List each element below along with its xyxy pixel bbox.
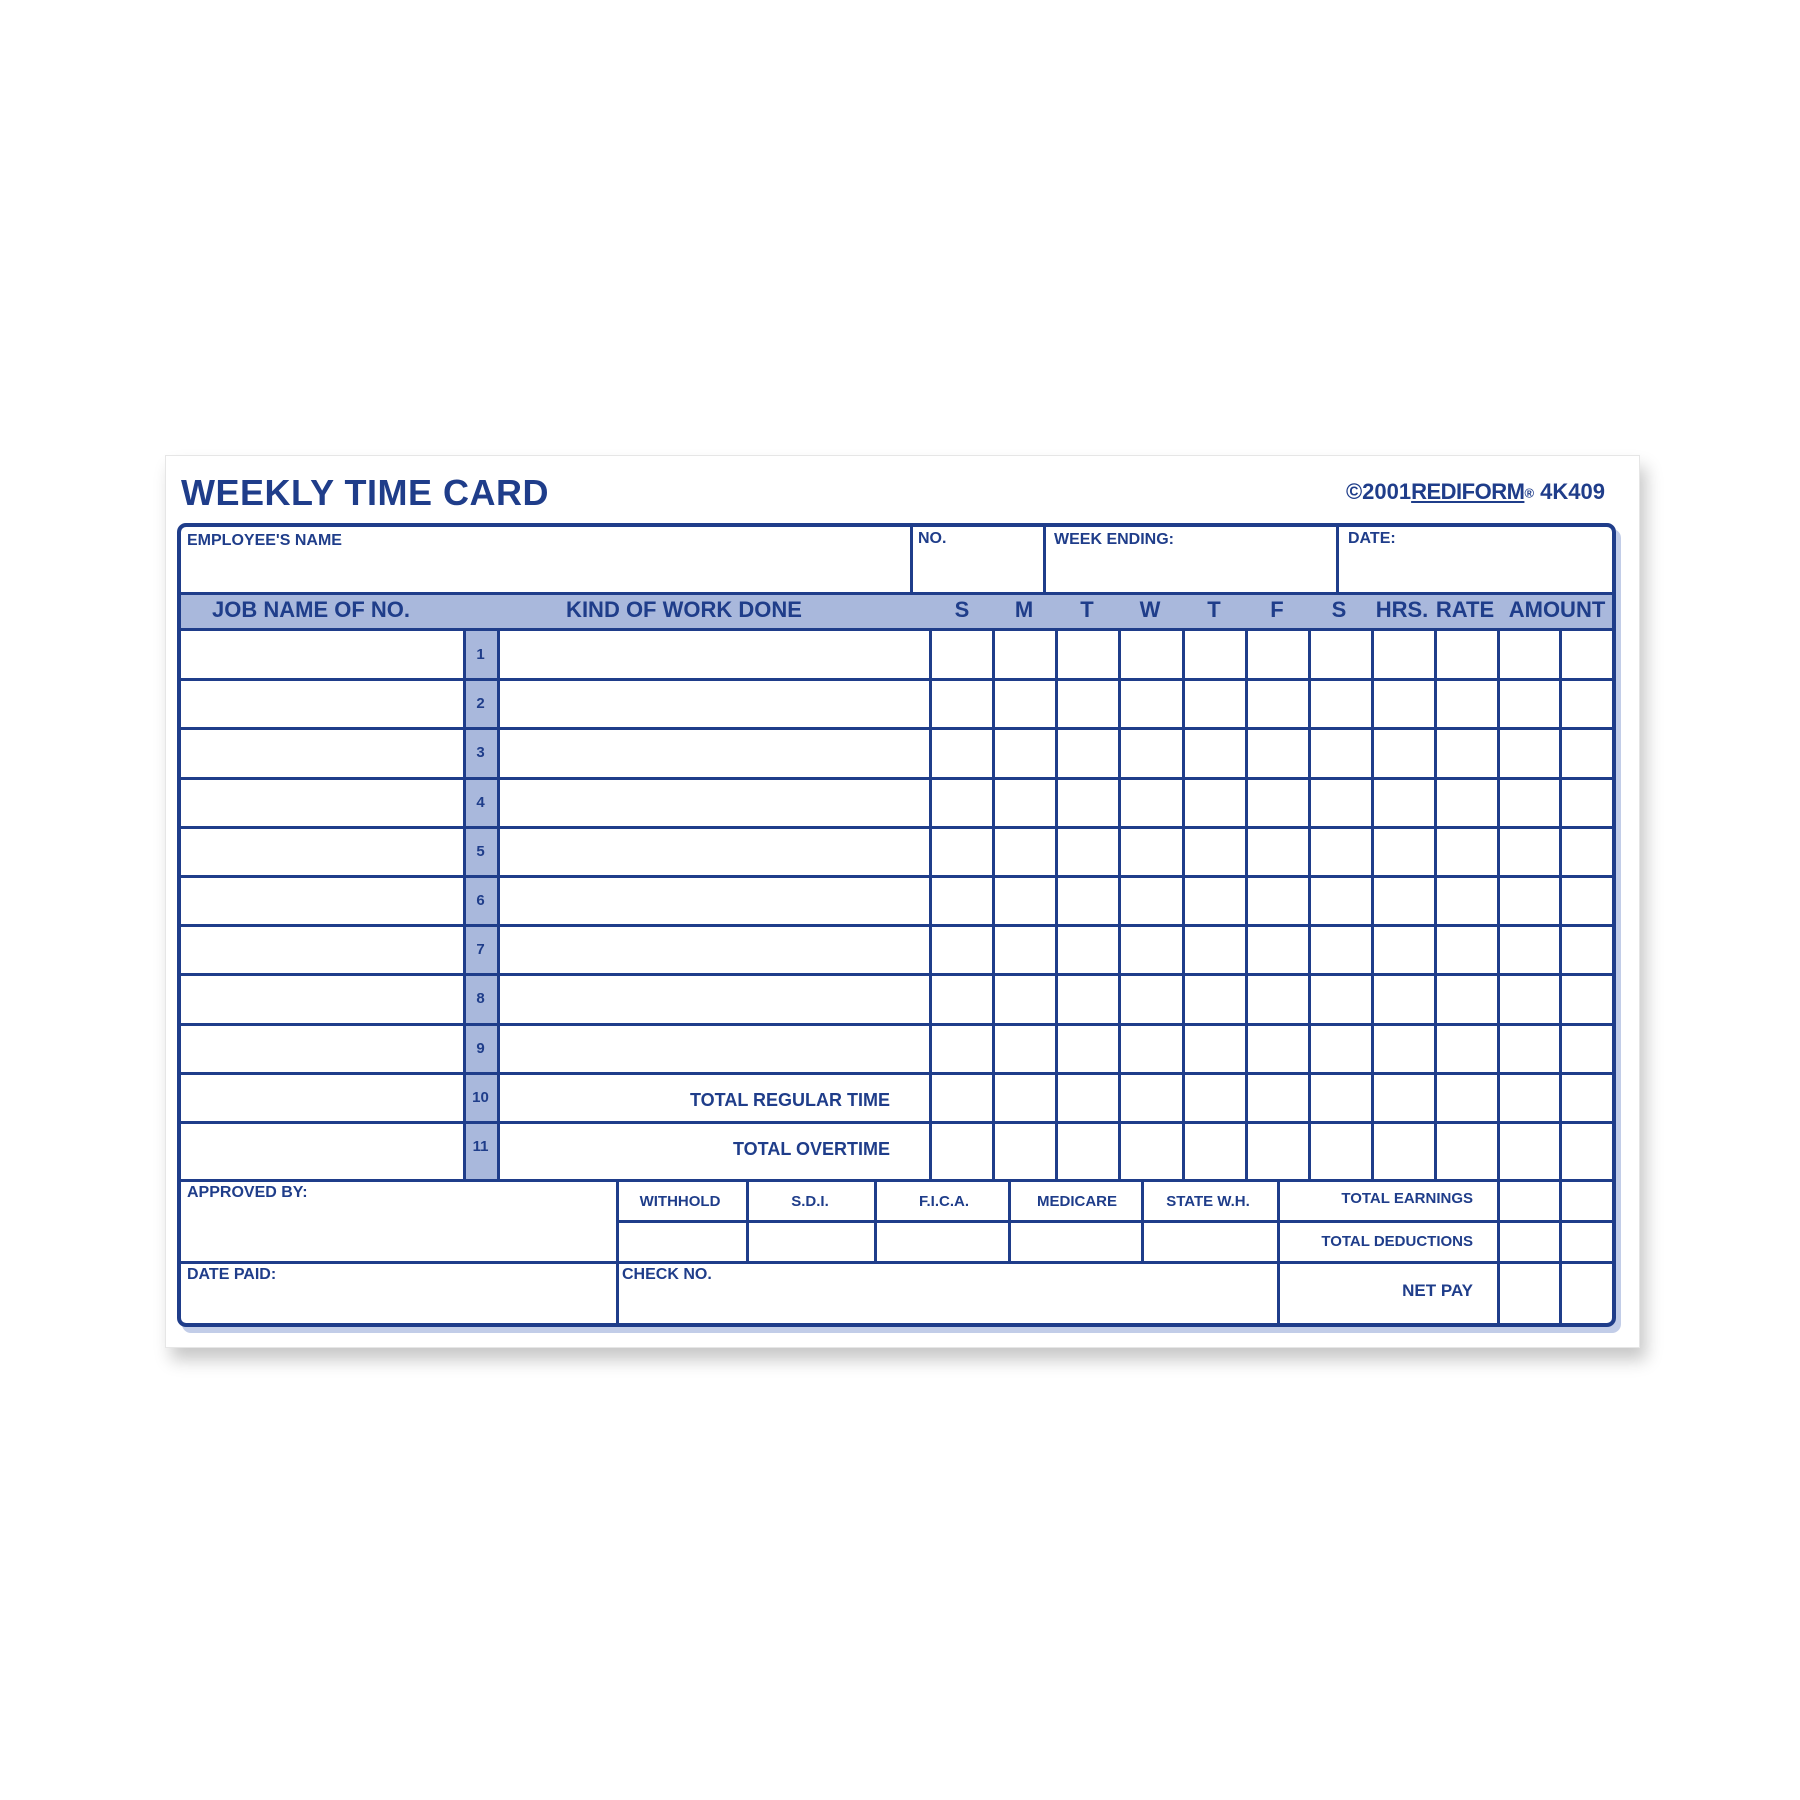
tue-cell[interactable] <box>1058 878 1117 925</box>
tue-cell[interactable] <box>1058 1124 1117 1179</box>
state-wh-label: STATE W.H. <box>1166 1193 1250 1210</box>
job-name-cell[interactable] <box>184 1124 462 1179</box>
tue-cell[interactable] <box>1058 1075 1117 1122</box>
mon-cell[interactable] <box>995 976 1054 1024</box>
fri-cell[interactable] <box>1248 681 1307 728</box>
copyright-text: ©2001 <box>1345 479 1412 504</box>
tue-cell[interactable] <box>1058 829 1117 876</box>
fri-cell[interactable] <box>1248 632 1307 679</box>
thu-cell[interactable] <box>1185 976 1244 1024</box>
sun-cell[interactable] <box>932 780 991 827</box>
work-done-cell[interactable] <box>500 780 928 827</box>
row-number: 6 <box>476 892 485 909</box>
wed-cell[interactable] <box>1121 632 1181 679</box>
row-number: 4 <box>476 794 485 811</box>
amount-dollars-cell[interactable] <box>1500 730 1558 778</box>
sat-cell[interactable] <box>1311 681 1370 728</box>
job-name-cell[interactable] <box>184 681 462 728</box>
hrs-cell[interactable] <box>1374 878 1433 925</box>
mon-cell[interactable] <box>995 780 1054 827</box>
work-done-cell[interactable] <box>500 878 928 925</box>
row-number: 5 <box>476 843 485 860</box>
mon-cell[interactable] <box>995 1026 1054 1073</box>
wed-cell[interactable] <box>1121 1075 1181 1122</box>
day-header-monday: M <box>1014 597 1034 622</box>
day-header-thursday: T <box>1207 597 1221 622</box>
fri-cell[interactable] <box>1248 878 1307 925</box>
rate-cell[interactable] <box>1437 730 1496 778</box>
fri-cell[interactable] <box>1248 1075 1307 1122</box>
wed-cell[interactable] <box>1121 976 1181 1024</box>
hrs-cell[interactable] <box>1374 632 1433 679</box>
rate-cell[interactable] <box>1437 681 1496 728</box>
tue-cell[interactable] <box>1058 1026 1117 1073</box>
rate-cell[interactable] <box>1437 878 1496 925</box>
footer-rule <box>1277 1261 1280 1327</box>
hrs-cell[interactable] <box>1374 1075 1433 1122</box>
form-number: 4K409 <box>1540 479 1605 504</box>
total-regular-time-label: TOTAL REGULAR TIME <box>690 1090 890 1110</box>
approved-by-field[interactable] <box>183 1207 614 1259</box>
net-pay-label: NET PAY <box>1402 1281 1473 1300</box>
sun-cell[interactable] <box>932 878 991 925</box>
sdi-label: S.D.I. <box>791 1193 829 1210</box>
sat-cell[interactable] <box>1311 1075 1370 1122</box>
total-deductions-cents-field[interactable] <box>1562 1224 1610 1260</box>
hrs-cell[interactable] <box>1374 1026 1433 1073</box>
employee-name-field[interactable] <box>183 549 908 591</box>
rate-cell[interactable] <box>1437 780 1496 827</box>
thu-cell[interactable] <box>1185 927 1244 974</box>
sun-cell[interactable] <box>932 681 991 728</box>
approved-by-label: APPROVED BY: <box>187 1184 308 1201</box>
amount-dollars-cell[interactable] <box>1500 829 1558 876</box>
thu-cell[interactable] <box>1185 730 1244 778</box>
row-number: 11 <box>472 1138 489 1155</box>
work-done-cell[interactable] <box>500 730 928 778</box>
row-number: 2 <box>476 695 485 712</box>
hrs-cell[interactable] <box>1374 976 1433 1024</box>
day-header-friday: F <box>1270 597 1284 622</box>
amount-dollars-cell[interactable] <box>1500 1075 1558 1122</box>
date-label: DATE: <box>1348 530 1396 547</box>
rate-cell[interactable] <box>1437 1075 1496 1122</box>
hrs-cell[interactable] <box>1374 829 1433 876</box>
fri-cell[interactable] <box>1248 1124 1307 1179</box>
sat-cell[interactable] <box>1311 878 1370 925</box>
hrs-cell[interactable] <box>1374 1124 1433 1179</box>
thu-cell[interactable] <box>1185 878 1244 925</box>
net-pay-cents-field[interactable] <box>1562 1265 1610 1327</box>
no-label: NO. <box>918 530 947 547</box>
rate-cell[interactable] <box>1437 927 1496 974</box>
sat-cell[interactable] <box>1311 927 1370 974</box>
amount-cents-cell[interactable] <box>1562 681 1611 728</box>
amount-cents-cell[interactable] <box>1562 632 1611 679</box>
total-earnings-cents-field[interactable] <box>1562 1182 1610 1219</box>
amount-dollars-cell[interactable] <box>1500 1026 1558 1073</box>
field-divider <box>1336 527 1339 593</box>
job-name-cell[interactable] <box>184 1026 462 1073</box>
job-name-cell[interactable] <box>184 878 462 925</box>
rate-cell[interactable] <box>1437 976 1496 1024</box>
date-field[interactable] <box>1341 549 1610 591</box>
fri-cell[interactable] <box>1248 730 1307 778</box>
day-header-tuesday: T <box>1080 597 1094 622</box>
check-no-label: CHECK NO. <box>622 1266 712 1283</box>
hrs-cell[interactable] <box>1374 730 1433 778</box>
amount-dollars-cell[interactable] <box>1500 780 1558 827</box>
fri-cell[interactable] <box>1248 927 1307 974</box>
rate-cell[interactable] <box>1437 829 1496 876</box>
registered-mark: ® <box>1524 485 1535 501</box>
fica-label: F.I.C.A. <box>918 1193 970 1210</box>
tue-cell[interactable] <box>1058 681 1117 728</box>
work-done-cell[interactable] <box>500 681 928 728</box>
row-number: 7 <box>476 941 485 958</box>
total-earnings-label: TOTAL EARNINGS <box>1341 1190 1473 1207</box>
rate-cell[interactable] <box>1437 1026 1496 1073</box>
amount-cents-cell[interactable] <box>1562 780 1611 827</box>
wed-cell[interactable] <box>1121 730 1181 778</box>
row-number: 1 <box>476 646 485 663</box>
job-name-cell[interactable] <box>184 927 462 974</box>
employee-no-field[interactable] <box>915 549 1041 591</box>
amount-dollars-cell[interactable] <box>1500 927 1558 974</box>
day-header-wednesday: W <box>1139 597 1161 622</box>
thu-cell[interactable] <box>1185 681 1244 728</box>
header-band-rule <box>181 628 1612 631</box>
footer-rule <box>616 1220 1612 1223</box>
medicare-field[interactable] <box>1011 1224 1141 1260</box>
total-deductions-field[interactable] <box>1500 1224 1558 1260</box>
sun-cell[interactable] <box>932 632 991 679</box>
week-ending-label: WEEK ENDING: <box>1054 531 1174 548</box>
hrs-header: HRS. <box>1375 597 1429 622</box>
tue-cell[interactable] <box>1058 927 1117 974</box>
field-divider <box>910 527 913 593</box>
thu-cell[interactable] <box>1185 829 1244 876</box>
mon-cell[interactable] <box>995 927 1054 974</box>
amount-dollars-cell[interactable] <box>1500 632 1558 679</box>
sat-cell[interactable] <box>1311 730 1370 778</box>
thu-cell[interactable] <box>1185 632 1244 679</box>
amount-cents-cell[interactable] <box>1562 730 1611 778</box>
wed-cell[interactable] <box>1121 780 1181 827</box>
sat-cell[interactable] <box>1311 1124 1370 1179</box>
wed-cell[interactable] <box>1121 1124 1181 1179</box>
amount-cents-cell[interactable] <box>1562 1124 1611 1179</box>
check-no-field[interactable] <box>619 1289 1275 1327</box>
amount-header: AMOUNT <box>1508 597 1606 622</box>
amount-cents-cell[interactable] <box>1562 829 1611 876</box>
state-wh-field[interactable] <box>1144 1224 1277 1260</box>
job-name-cell[interactable] <box>184 976 462 1024</box>
sat-cell[interactable] <box>1311 1026 1370 1073</box>
wed-cell[interactable] <box>1121 878 1181 925</box>
mon-cell[interactable] <box>995 681 1054 728</box>
work-done-cell[interactable] <box>500 927 928 974</box>
sun-cell[interactable] <box>932 976 991 1024</box>
work-done-cell[interactable] <box>500 1026 928 1073</box>
net-pay-field[interactable] <box>1500 1265 1558 1327</box>
date-paid-field[interactable] <box>183 1289 614 1327</box>
amount-cents-cell[interactable] <box>1562 1026 1611 1073</box>
mon-cell[interactable] <box>995 1075 1054 1122</box>
thu-cell[interactable] <box>1185 1124 1244 1179</box>
job-name-cell[interactable] <box>184 1075 462 1122</box>
work-done-cell[interactable] <box>500 829 928 876</box>
amount-cents-cell[interactable] <box>1562 1075 1611 1122</box>
thu-cell[interactable] <box>1185 1075 1244 1122</box>
fri-cell[interactable] <box>1248 1026 1307 1073</box>
form-publisher <box>1346 479 1605 505</box>
sat-cell[interactable] <box>1311 780 1370 827</box>
job-name-cell[interactable] <box>184 632 462 679</box>
mon-cell[interactable] <box>995 632 1054 679</box>
amount-dollars-cell[interactable] <box>1500 878 1558 925</box>
wed-cell[interactable] <box>1121 927 1181 974</box>
work-done-cell[interactable] <box>500 632 928 679</box>
brand-logo: REDIFORM <box>1411 479 1525 504</box>
rate-cell[interactable] <box>1437 1124 1496 1179</box>
day-header-sunday: S <box>954 597 970 622</box>
row-number: 3 <box>476 744 485 761</box>
kind-of-work-header: KIND OF WORK DONE <box>566 597 802 622</box>
job-name-cell[interactable] <box>184 730 462 778</box>
thu-cell[interactable] <box>1185 780 1244 827</box>
sat-cell[interactable] <box>1311 829 1370 876</box>
amount-cents-cell[interactable] <box>1562 976 1611 1024</box>
field-divider <box>1043 527 1046 593</box>
sun-cell[interactable] <box>932 829 991 876</box>
mon-cell[interactable] <box>995 878 1054 925</box>
fri-cell[interactable] <box>1248 780 1307 827</box>
amount-cents-cell[interactable] <box>1562 878 1611 925</box>
sdi-field[interactable] <box>749 1224 874 1260</box>
body-bottom-rule <box>181 1179 1612 1182</box>
week-ending-field[interactable] <box>1048 549 1334 591</box>
rate-cell[interactable] <box>1437 632 1496 679</box>
tue-cell[interactable] <box>1058 976 1117 1024</box>
amount-cents-cell[interactable] <box>1562 927 1611 974</box>
fri-cell[interactable] <box>1248 829 1307 876</box>
employee-name-label: EMPLOYEE'S NAME <box>187 532 342 549</box>
footer-rule <box>1277 1179 1280 1263</box>
sun-cell[interactable] <box>932 927 991 974</box>
total-earnings-field[interactable] <box>1500 1182 1558 1219</box>
form-grid <box>177 523 1616 1327</box>
row-number: 9 <box>476 1040 485 1057</box>
work-done-cell[interactable] <box>500 976 928 1024</box>
sun-cell[interactable] <box>932 1026 991 1073</box>
fica-field[interactable] <box>877 1224 1008 1260</box>
total-deductions-label: TOTAL DEDUCTIONS <box>1321 1233 1473 1250</box>
row-number: 8 <box>476 990 485 1007</box>
fri-cell[interactable] <box>1248 976 1307 1024</box>
day-header-saturday: S <box>1331 597 1347 622</box>
withhold-label: WITHHOLD <box>639 1193 721 1210</box>
job-name-cell[interactable] <box>184 829 462 876</box>
hrs-cell[interactable] <box>1374 780 1433 827</box>
amount-dollars-cell[interactable] <box>1500 1124 1558 1179</box>
row-number: 10 <box>472 1089 489 1106</box>
date-paid-label: DATE PAID: <box>187 1266 277 1283</box>
wed-cell[interactable] <box>1121 681 1181 728</box>
footer-rule <box>616 1261 1612 1264</box>
sun-cell[interactable] <box>932 1075 991 1122</box>
medicare-label: MEDICARE <box>1036 1193 1118 1210</box>
footer-rule <box>181 1261 619 1264</box>
total-overtime-label: TOTAL OVERTIME <box>732 1139 890 1159</box>
column-rule <box>463 628 466 1179</box>
sat-cell[interactable] <box>1311 976 1370 1024</box>
job-name-header: JOB NAME OF NO. <box>211 597 411 622</box>
tue-cell[interactable] <box>1058 730 1117 778</box>
tue-cell[interactable] <box>1058 632 1117 679</box>
withhold-field[interactable] <box>619 1224 746 1260</box>
wed-cell[interactable] <box>1121 829 1181 876</box>
hrs-cell[interactable] <box>1374 927 1433 974</box>
mon-cell[interactable] <box>995 1124 1054 1179</box>
sun-cell[interactable] <box>932 730 991 778</box>
header-rule <box>181 592 1612 595</box>
mon-cell[interactable] <box>995 730 1054 778</box>
wed-cell[interactable] <box>1121 1026 1181 1073</box>
tue-cell[interactable] <box>1058 780 1117 827</box>
thu-cell[interactable] <box>1185 1026 1244 1073</box>
amount-dollars-cell[interactable] <box>1500 681 1558 728</box>
sun-cell[interactable] <box>932 1124 991 1179</box>
amount-dollars-cell[interactable] <box>1500 976 1558 1024</box>
sat-cell[interactable] <box>1311 632 1370 679</box>
form-title: WEEKLY TIME CARD <box>181 472 550 513</box>
job-name-cell[interactable] <box>184 780 462 827</box>
hrs-cell[interactable] <box>1374 681 1433 728</box>
mon-cell[interactable] <box>995 829 1054 876</box>
rate-header: RATE <box>1435 597 1495 622</box>
